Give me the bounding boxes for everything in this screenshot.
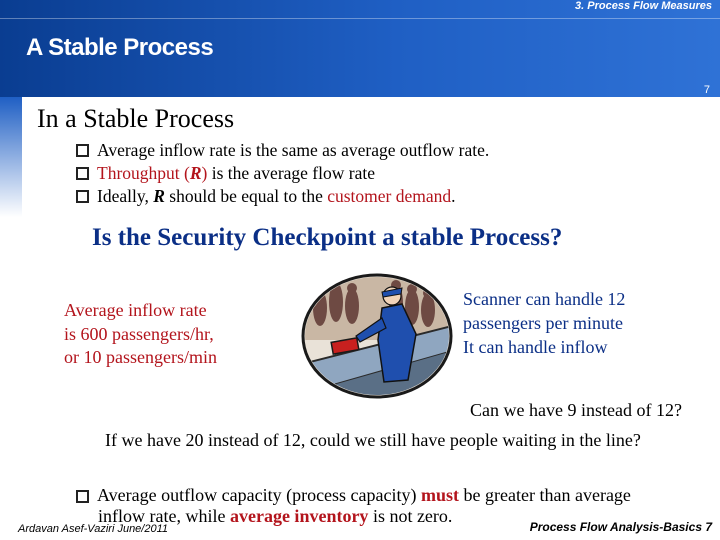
footer-author: Ardavan Asef-Vaziri June/2011 <box>18 523 169 535</box>
footer-course: Process Flow Analysis-Basics 7 <box>529 520 712 534</box>
checkbox-bullet-icon <box>76 190 89 203</box>
bullet-list <box>76 139 489 208</box>
bullet-item <box>76 185 489 208</box>
checkbox-bullet-icon <box>76 490 89 503</box>
bullet-text: Throughput (R) is the average flow rate <box>97 163 375 183</box>
scanner-capacity-text: Scanner can handle 12 passengers per minute It can handle inflow <box>463 289 626 357</box>
bullet-item <box>76 139 489 162</box>
capacity-bullet-line1: Average outflow capacity (process capacity) must be greater than average <box>97 485 631 505</box>
question-capacity-twenty: If we have 20 instead of 12, could we still have people waiting in the line? <box>105 430 641 450</box>
bullet-text: Average inflow rate is the same as average outflow rate. <box>97 140 490 160</box>
bullet-item <box>76 162 489 185</box>
left-accent-strip <box>0 97 22 217</box>
stability-question: Is the Security Checkpoint a stable Process? <box>92 224 563 251</box>
slide-title: A Stable Process <box>26 34 214 61</box>
inflow-rate-text: Average inflow rate is 600 passengers/hr, or 10 passengers/min <box>64 300 217 367</box>
question-capacity-nine: Can we have 9 instead of 12? <box>470 400 682 420</box>
bullet-text: Ideally, R should be equal to the customer demand. <box>97 186 456 206</box>
security-checkpoint-illustration <box>298 270 456 402</box>
header-divider <box>0 18 720 19</box>
section-heading: In a Stable Process <box>37 104 235 133</box>
checkbox-bullet-icon <box>76 167 89 180</box>
section-label: 3. Process Flow Measures <box>575 0 712 12</box>
capacity-bullet-line2: inflow rate, while average inventory is not zero. <box>98 506 453 526</box>
page-number: 7 <box>703 84 710 96</box>
checkbox-bullet-icon <box>76 144 89 157</box>
